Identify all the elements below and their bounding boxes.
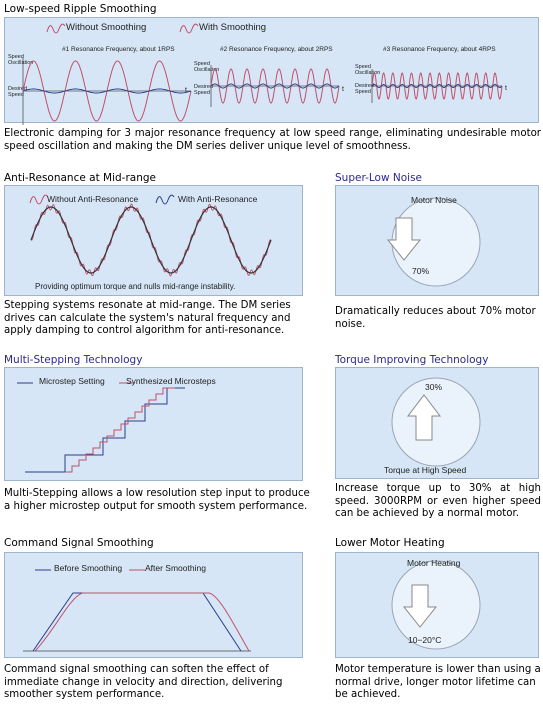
anti-resonance-curve [31,207,271,273]
noise-title: Super-Low Noise [335,172,423,184]
noise-panel [335,185,539,296]
up-arrow-icon [406,394,446,446]
chart1-ylabel-desired: Desired Speed [8,86,27,98]
anti-resonance-plot [31,204,271,276]
down-arrow-icon [400,581,440,633]
chart3-t-label: t [505,85,507,92]
anti-resonance-caption: Providing optimum torque and nulls mid-range instability. [35,282,236,291]
legend-synthesized-microsteps: Synthesized Microsteps [126,376,216,386]
torque-panel [335,367,539,479]
legend-without-anti-resonance: Without Anti-Resonance [47,194,139,204]
torque-label: Torque at High Speed [384,465,467,475]
command-panel [4,552,303,658]
heating-value: 10−20°C [408,635,442,645]
chart2-title: #2 Resonance Frequency, about 2RPS [220,46,333,53]
multistep-description: Multi-Stepping allows a low resolution step input to produce a higher microstep output for smooth system performance. [4,488,310,512]
heating-label: Motor Heating [407,558,461,568]
multistep-title: Multi-Stepping Technology [4,354,143,366]
noise-value: 70% [412,266,430,276]
legend-with-smoothing: With Smoothing [199,22,267,33]
anti-resonance-description: Stepping systems resonate at mid-range. The DM series drives can calculate the system's natural frequency and apply damping to control algorithm for anti-resonance. [4,300,291,336]
anti-resonance-panel [4,185,303,296]
legend-with-anti-resonance: With Anti-Resonance [178,194,258,204]
down-arrow-icon [380,214,420,266]
chart3-ylabel-desired: Desired Speed [355,83,374,95]
ripple-description: Electronic damping for 3 major resonance frequency at low speed range, eliminating undesirable motor speed oscillation and making the DM series deliver unique level of smoothness. [4,128,541,152]
ripple-title: Low-speed Ripple Smoothing [4,3,157,15]
noise-description: Dramatically reduces about 70% motor noise. [335,306,536,330]
legend-microstep-setting: Microstep Setting [39,376,105,386]
legend-line-blue [17,380,35,386]
chart2-plot [211,64,341,114]
heating-description: Motor temperature is lower than using a normal drive, longer motor lifetime can be achieved. [335,664,541,700]
torque-title: Torque Improving Technology [335,354,489,366]
before-smoothing-line [33,593,241,651]
chart3-ylabel-oscillation: Speed Oscillation [355,64,381,76]
chart2-ylabel-desired: Desired Speed [194,84,213,96]
legend-before-smoothing: Before Smoothing [54,563,123,573]
chart1-t-label: t [185,87,187,94]
chart2-t-label: t [342,86,344,93]
command-description: Command signal smoothing can soften the effect of immediate change in velocity and direction, delivering smoother system performance. [4,664,283,700]
legend-after-smoothing: After Smoothing [145,563,206,573]
legend-without-smoothing: Without Smoothing [66,22,147,33]
command-title: Command Signal Smoothing [4,537,154,549]
wave-legend-icon [179,23,199,35]
multistep-panel [4,367,303,481]
chart3-title: #3 Resonance Frequency, about 4RPS [383,46,496,53]
chart2-ylabel-oscillation: Speed Oscillation [194,61,220,73]
wave-legend-icon [46,23,66,35]
chart1-plot [23,54,193,124]
motor-noise-label: Motor Noise [411,195,457,205]
torque-value: 30% [425,382,443,392]
chart3-plot [372,68,504,108]
multistep-plot [25,388,195,478]
synthesized-microsteps-line [65,388,175,472]
heating-panel [335,552,539,658]
anti-resonance-title: Anti-Resonance at Mid-range [4,172,157,184]
microstep-setting-line [25,388,185,472]
chart1-ylabel-oscillation: Speed Oscillation [8,54,34,66]
command-plot [23,573,263,653]
heating-title: Lower Motor Heating [335,537,445,549]
ripple-panel [4,17,539,123]
torque-description: Increase torque up to 30% at high speed. 3000RPM or even higher speed can be achieved by a normal motor. [335,483,541,519]
chart1-title: #1 Resonance Frequency, about 1RPS [62,46,175,53]
